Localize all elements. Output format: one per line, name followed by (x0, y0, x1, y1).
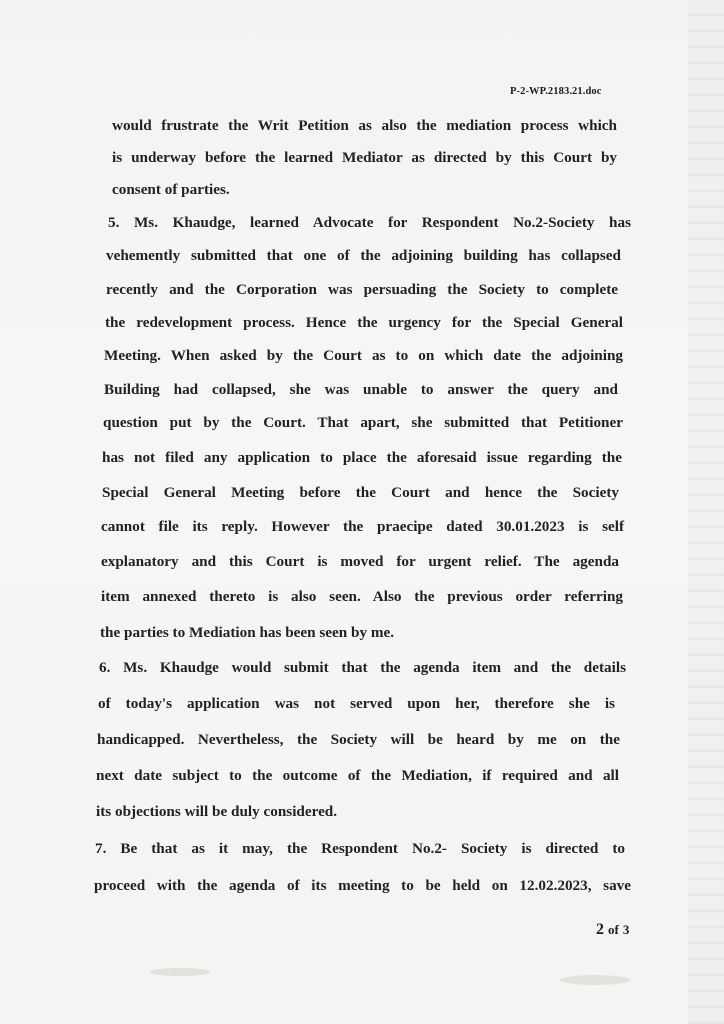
document-line: Meeting. When asked by the Court as to on which date the adjoining (104, 347, 623, 364)
page-current: 2 (596, 921, 604, 938)
document-line: explanatory and this Court is moved for urgent relief. The agenda (101, 553, 619, 570)
document-line: the parties to Mediation has been seen by me. (100, 624, 395, 641)
document-line: question put by the Court. That apart, she submitted that Petitioner (103, 414, 623, 431)
document-line: 5. Ms. Khaudge, learned Advocate for Respondent No.2-Society has (108, 214, 631, 231)
scan-smudge (560, 975, 630, 985)
document-line: 6. Ms. Khaudge would submit that the agenda item and the details (99, 659, 626, 676)
document-line: proceed with the agenda of its meeting to be held on 12.02.2023, save (94, 877, 631, 894)
document-line: Special General Meeting before the Court and hence the Society (102, 484, 619, 501)
document-line: is underway before the learned Mediator as directed by this Court by (112, 149, 617, 166)
page-total: 3 (622, 922, 630, 937)
paper-edge (688, 0, 724, 1024)
document-line: the redevelopment process. Hence the urgency for the Special General (105, 314, 623, 331)
page-separator: of (608, 922, 619, 937)
document-line: next date subject to the outcome of the Mediation, if required and all (96, 767, 619, 784)
document-line: its objections will be duly considered. (96, 803, 338, 820)
scan-smudge (150, 968, 210, 976)
file-reference: P-2-WP.2183.21.doc (510, 86, 602, 97)
document-line: cannot file its reply. However the praecipe dated 30.01.2023 is self (101, 518, 624, 535)
document-line: handicapped. Nevertheless, the Society will be heard by me on the (97, 731, 620, 748)
document-line: consent of parties. (112, 181, 230, 198)
document-line: recently and the Corporation was persuading the Society to complete (106, 281, 618, 298)
document-line: Building had collapsed, she was unable to answer the query and (104, 381, 618, 398)
document-line: 7. Be that as it may, the Respondent No.2- Society is directed to (95, 840, 625, 857)
document-line: vehemently submitted that one of the adjoining building has collapsed (106, 247, 621, 264)
document-line: item annexed thereto is also seen. Also the previous order referring (101, 588, 623, 605)
document-line: has not filed any application to place the aforesaid issue regarding the (102, 449, 622, 466)
page-indicator (596, 921, 629, 939)
document-line: would frustrate the Writ Petition as also the mediation process which (112, 117, 617, 134)
document-line: of today's application was not served upon her, therefore she is (98, 695, 615, 712)
